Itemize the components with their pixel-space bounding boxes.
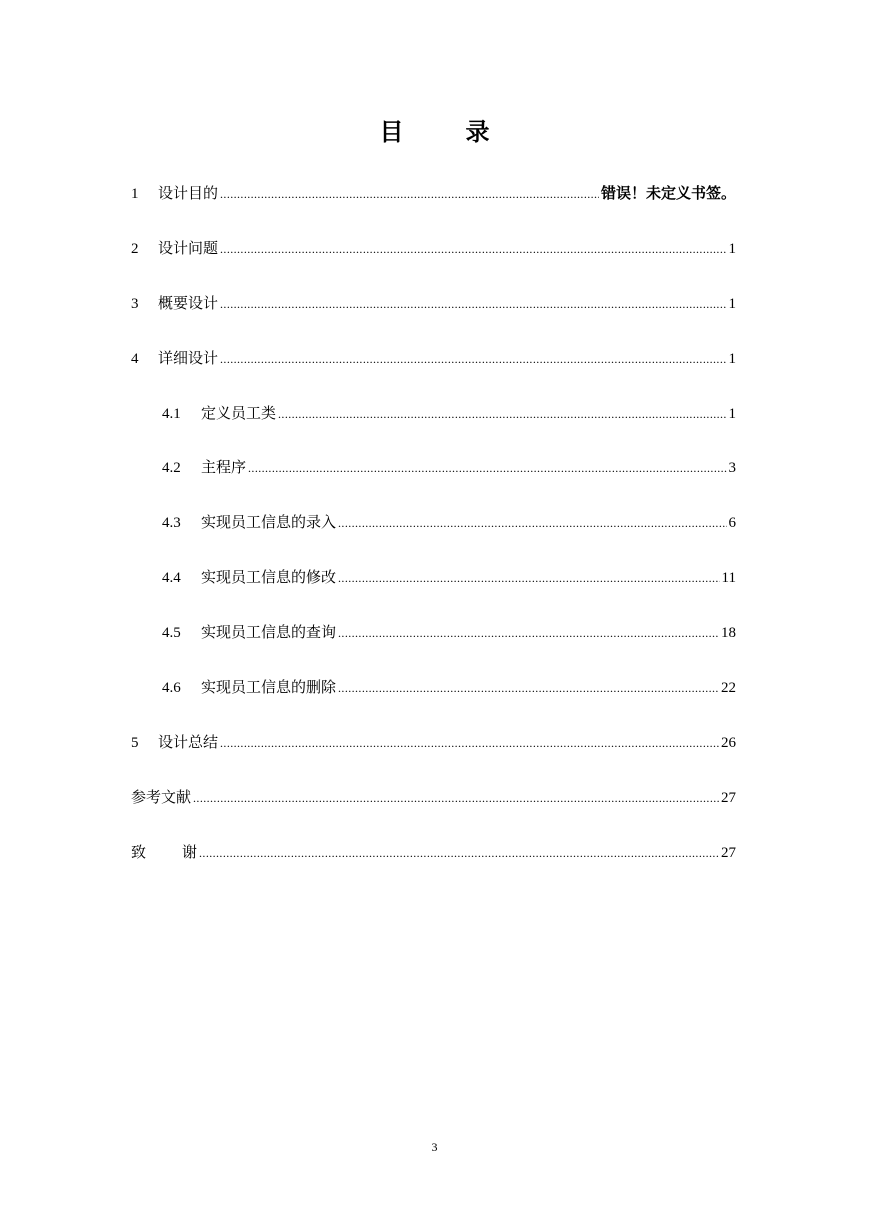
toc-entry-label: 实现员工信息的修改 [201,568,337,587]
toc-leader-dots [199,838,719,868]
toc-entry-page: 1 [728,350,736,367]
toc-leader-dots [338,563,720,593]
toc-entry-1[interactable] [131,178,736,233]
toc-entry-number: 2 [131,240,139,257]
toc-entry-label: 设计问题 [158,238,219,257]
toc-entry-4[interactable] [131,343,736,398]
toc-leader-dots [278,399,726,429]
toc-entry-label: 实现员工信息的查询 [201,623,337,642]
toc-entry-4-2[interactable] [131,452,736,507]
toc-entry-page: 11 [721,570,736,587]
toc-entry-page: 18 [721,625,736,642]
toc-entry-number: 4.3 [162,515,181,532]
toc-entry-label: 设计总结 [158,732,219,751]
toc-entry-number: 4.1 [162,405,181,422]
toc-entry-label: 主程序 [201,458,247,477]
toc-leader-dots [248,453,726,483]
toc-entry-2[interactable] [131,233,736,288]
toc-entry-page: 1 [728,295,736,312]
toc-entry-label-part-2: 谢 [182,842,198,861]
toc-entry-3[interactable] [131,288,736,343]
toc-entry-label: 概要设计 [158,293,219,312]
toc-entry-references[interactable] [131,782,736,837]
table-of-contents [131,178,736,892]
toc-entry-label-part-1: 致 [131,842,147,861]
toc-leader-dots [220,728,719,758]
toc-entry-page: 22 [721,680,736,697]
toc-title [0,112,869,147]
toc-leader-dots [338,673,719,703]
toc-entry-page-error: 错误！未定义书签。 [600,184,736,202]
toc-entry-page: 6 [728,515,736,532]
toc-entry-4-3[interactable] [131,507,736,562]
toc-entry-acknowledgements[interactable] [131,837,736,892]
toc-title-char-1: 目 [379,118,404,146]
toc-entry-label: 参考文献 [131,787,192,806]
toc-entry-label [131,837,197,867]
toc-entry-number: 3 [131,295,139,312]
toc-entry-page: 1 [728,240,736,257]
toc-title-char-2: 录 [465,118,490,146]
toc-entry-4-5[interactable] [131,617,736,672]
toc-entry-page: 1 [728,405,736,422]
toc-entry-number: 4.6 [162,680,181,697]
toc-entry-label: 定义员工类 [201,403,277,422]
toc-entry-label: 详细设计 [158,348,219,367]
toc-entry-4-1[interactable] [131,398,736,453]
toc-entry-page: 27 [721,844,736,861]
toc-entry-label: 实现员工信息的录入 [201,513,337,532]
toc-entry-page: 27 [721,789,736,806]
toc-entry-number: 4 [131,350,139,367]
toc-entry-number: 1 [131,186,139,202]
toc-leader-dots [193,783,719,813]
toc-entry-number: 4.4 [162,570,181,587]
toc-entry-number: 5 [131,734,139,751]
toc-leader-dots [338,508,726,538]
toc-leader-dots [220,234,726,264]
toc-entry-page: 26 [721,734,736,751]
toc-entry-page: 3 [728,460,736,477]
toc-entry-label: 实现员工信息的删除 [201,678,337,697]
toc-entry-5[interactable] [131,727,736,782]
toc-leader-dots [220,289,726,319]
toc-entry-4-4[interactable] [131,562,736,617]
toc-entry-label: 设计目的 [158,184,219,202]
toc-entry-4-6[interactable] [131,672,736,727]
toc-leader-dots [220,344,726,374]
toc-leader-dots [338,618,719,648]
toc-entry-number: 4.2 [162,460,181,477]
toc-leader-dots [220,179,599,209]
toc-entry-number: 4.5 [162,625,181,642]
page-number: 3 [431,1140,438,1154]
